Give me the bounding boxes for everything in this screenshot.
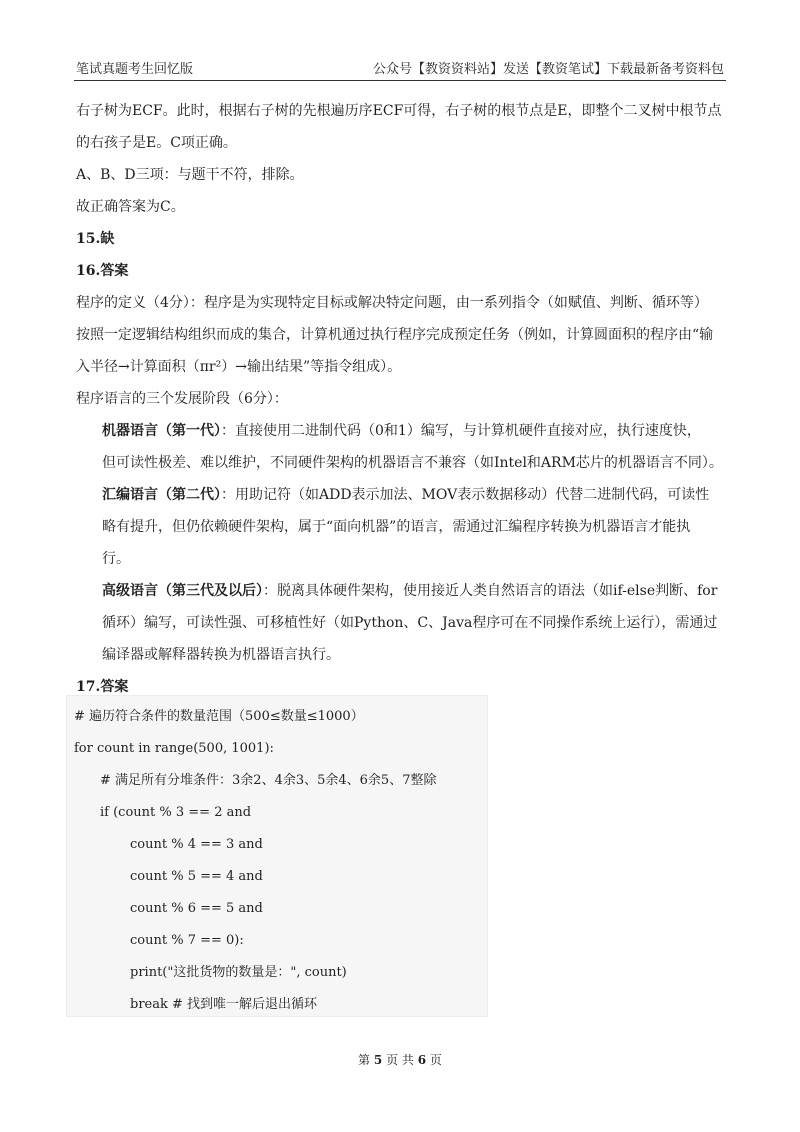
code-line: count % 4 == 3 and xyxy=(130,837,263,852)
high-level-language-item xyxy=(102,581,717,601)
paragraph-line: 略有提升，但仍依赖硬件架构，属于“面向机器”的语言，需通过汇编程序转换为机器语言才能执 xyxy=(102,519,691,535)
question-16-heading: 16.答案 xyxy=(76,263,129,279)
code-line: if (count % 3 == 2 and xyxy=(100,805,252,820)
code-line: # 遍历符合条件的数量范围（500≤数量≤1000） xyxy=(74,709,364,724)
item-title: 机器语言（第一代） xyxy=(102,423,221,439)
code-line: print("这批货物的数量是：", count) xyxy=(130,965,347,980)
page-label-middle: 页 共 xyxy=(386,1053,414,1067)
paragraph-line: 程序的定义（4分）：程序是为实现特定目标或解决特定问题，由一系列指令（如赋值、判断、循环等） xyxy=(76,295,708,311)
paragraph-line: 故正确答案为C。 xyxy=(76,199,185,215)
paragraph-line: 循环）编写，可读性强、可移植性好（如Python、C、Java程序可在不同操作系统上运行），需通过 xyxy=(102,615,718,631)
paragraph-line: 右子树为ECF。此时，根据右子树的先根遍历序ECF可得，右子树的根节点是E，即整个二叉树中根节点 xyxy=(76,103,722,119)
current-page: 5 xyxy=(373,1053,383,1067)
question-17-heading: 17.答案 xyxy=(76,679,129,695)
paragraph-line: 行。 xyxy=(102,551,130,567)
item-text: ：脱离具体硬件架构，使用接近人类自然语言的语法（如if-else判断、for xyxy=(263,583,718,599)
code-line: count % 6 == 5 and xyxy=(130,901,263,916)
header-promo: 公众号【教资资料站】发送【教资笔试】下载最新备考资料包 xyxy=(372,62,724,77)
paragraph-line: 程序语言的三个发展阶段（6分）： xyxy=(76,391,288,407)
item-title: 汇编语言（第二代） xyxy=(102,487,221,503)
item-title: 高级语言（第三代及以后） xyxy=(102,583,263,599)
machine-language-item xyxy=(102,421,701,441)
total-pages: 6 xyxy=(417,1053,427,1067)
page-label-suffix: 页 xyxy=(429,1053,442,1067)
assembly-language-item xyxy=(102,485,709,505)
page-number xyxy=(0,1051,800,1068)
header-divider xyxy=(74,80,726,81)
code-line: # 满足所有分堆条件：3余2、4余3、5余4、6余5、7整除 xyxy=(100,773,437,788)
question-15-heading: 15.缺 xyxy=(76,231,115,247)
paragraph-line: 按照一定逻辑结构组织而成的集合，计算机通过执行程序完成预定任务（例如，计算圆面积的程序由“输 xyxy=(76,327,714,343)
code-line: count % 7 == 0): xyxy=(130,933,244,948)
item-text: ：直接使用二进制代码（0和1）编写，与计算机硬件直接对应，执行速度快， xyxy=(221,423,701,439)
code-line: break # 找到唯一解后退出循环 xyxy=(130,997,318,1012)
paragraph-line: 但可读性极差、难以维护，不同硬件架构的机器语言不兼容（如Intel和ARM芯片的机器语言不同）。 xyxy=(102,455,723,471)
code-line: for count in range(500, 1001): xyxy=(74,741,274,756)
page-label-prefix: 第 xyxy=(358,1053,371,1067)
paragraph-line: 的右孩子是E。C项正确。 xyxy=(76,135,237,151)
paragraph-line: 编译器或解释器转换为机器语言执行。 xyxy=(102,647,340,663)
code-line: count % 5 == 4 and xyxy=(130,869,263,884)
header-title: 笔试真题考生回忆版 xyxy=(76,62,194,77)
paragraph-line: 入半径→计算面积（πr²）→输出结果”等指令组成）。 xyxy=(76,359,402,375)
item-text: ：用助记符（如ADD表示加法、MOV表示数据移动）代替二进制代码，可读性 xyxy=(221,487,710,503)
paragraph-line: A、B、D三项：与题干不符，排除。 xyxy=(76,167,304,183)
